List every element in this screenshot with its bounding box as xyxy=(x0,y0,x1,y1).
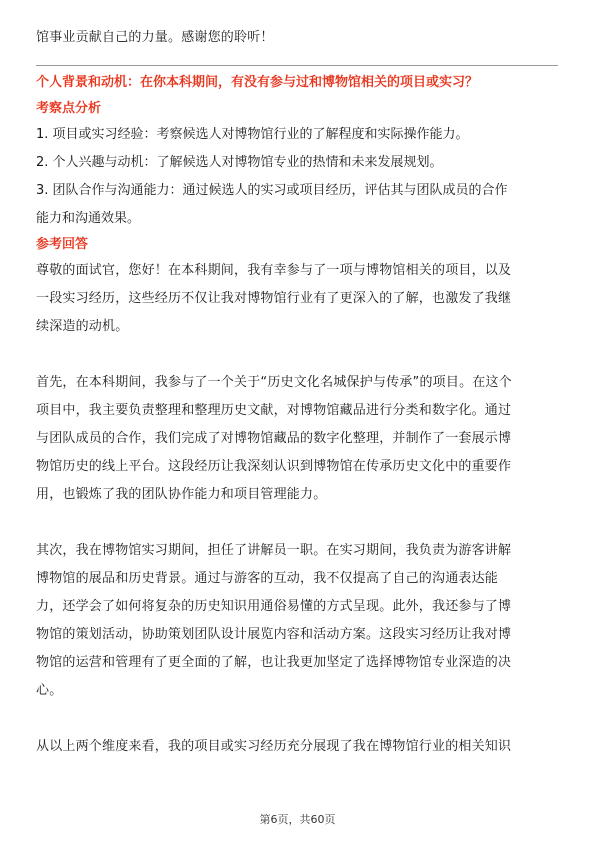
section-divider xyxy=(36,65,558,66)
paragraph-line: 一段实习经历，这些经历不仅让我对博物馆行业有了更深入的了解，也激发了我继 xyxy=(36,291,512,306)
answer-paragraph-1 xyxy=(36,257,558,341)
paragraph-line: 从以上两个维度来看，我的项目或实习经历充分展现了我在博物馆行业的相关知识 xyxy=(36,739,512,754)
answer-paragraph-2 xyxy=(36,369,558,509)
paragraph-line: 物馆的运营和管理有了更全面的了解，也让我更加坚定了选择博物馆专业深造的决 xyxy=(36,655,512,670)
analysis-item: 2. 个人兴趣与动机：了解候选人对博物馆专业的热情和未来发展规划。 xyxy=(36,155,443,170)
paragraph-line: 项目中，我主要负责整理和整理历史文献，对博物馆藏品进行分类和数字化。通过 xyxy=(36,403,512,418)
analysis-item: 3. 团队合作与沟通能力：通过候选人的实习或项目经历，评估其与团队成员的合作 xyxy=(36,183,508,198)
paragraph-line: 续深造的动机。 xyxy=(36,319,129,334)
paragraph-line: 用，也锻炼了我的团队协作能力和项目管理能力。 xyxy=(36,487,327,502)
answer-paragraph-3 xyxy=(36,537,558,705)
paragraph-line: 心。 xyxy=(36,683,63,698)
paragraph-line: 物馆历史的线上平台。这段经历让我深刻认识到博物馆在传承历史文化中的重要作 xyxy=(36,459,512,474)
paragraph-line: 力，还学会了如何将复杂的历史知识用通俗易懂的方式呈现。此外，我还参与了博 xyxy=(36,599,512,614)
answer-heading: 参考回答 xyxy=(36,237,89,252)
question-heading: 个人背景和动机：在你本科期间，有没有参与过和博物馆相关的项目或实习？ xyxy=(36,75,479,90)
analysis-item: 1. 项目或实习经验：考察候选人对博物馆行业的了解程度和实际操作能力。 xyxy=(36,127,469,142)
paragraph-line: 首先，在本科期间，我参与了一个关于“历史文化名城保护与传承”的项目。在这个 xyxy=(36,375,512,390)
paragraph-line: 其次，我在博物馆实习期间，担任了讲解员一职。在实习期间，我负责为游客讲解 xyxy=(36,543,512,558)
page-content xyxy=(36,24,558,761)
paragraph-line: 与团队成员的合作，我们完成了对博物馆藏品的数字化整理，并制作了一套展示博 xyxy=(36,431,512,446)
analysis-heading: 考察点分析 xyxy=(36,101,102,116)
answer-paragraph-4 xyxy=(36,733,558,761)
paragraph-line: 博物馆的展品和历史背景。通过与游客的互动，我不仅提高了自己的沟通表达能 xyxy=(36,571,499,586)
paragraph-line: 尊敬的面试官，您好！在本科期间，我有幸参与了一项与博物馆相关的项目，以及 xyxy=(36,263,512,278)
page-number: 第6页，共60页 xyxy=(259,813,336,826)
intro-tail-text: 馆事业贡献自己的力量。感谢您的聆听！ xyxy=(36,30,274,45)
paragraph-line: 物馆的策划活动，协助策划团队设计展览内容和活动方案。这段实习经历让我对博 xyxy=(36,627,512,642)
analysis-item-continued: 能力和沟通效果。 xyxy=(36,211,141,226)
